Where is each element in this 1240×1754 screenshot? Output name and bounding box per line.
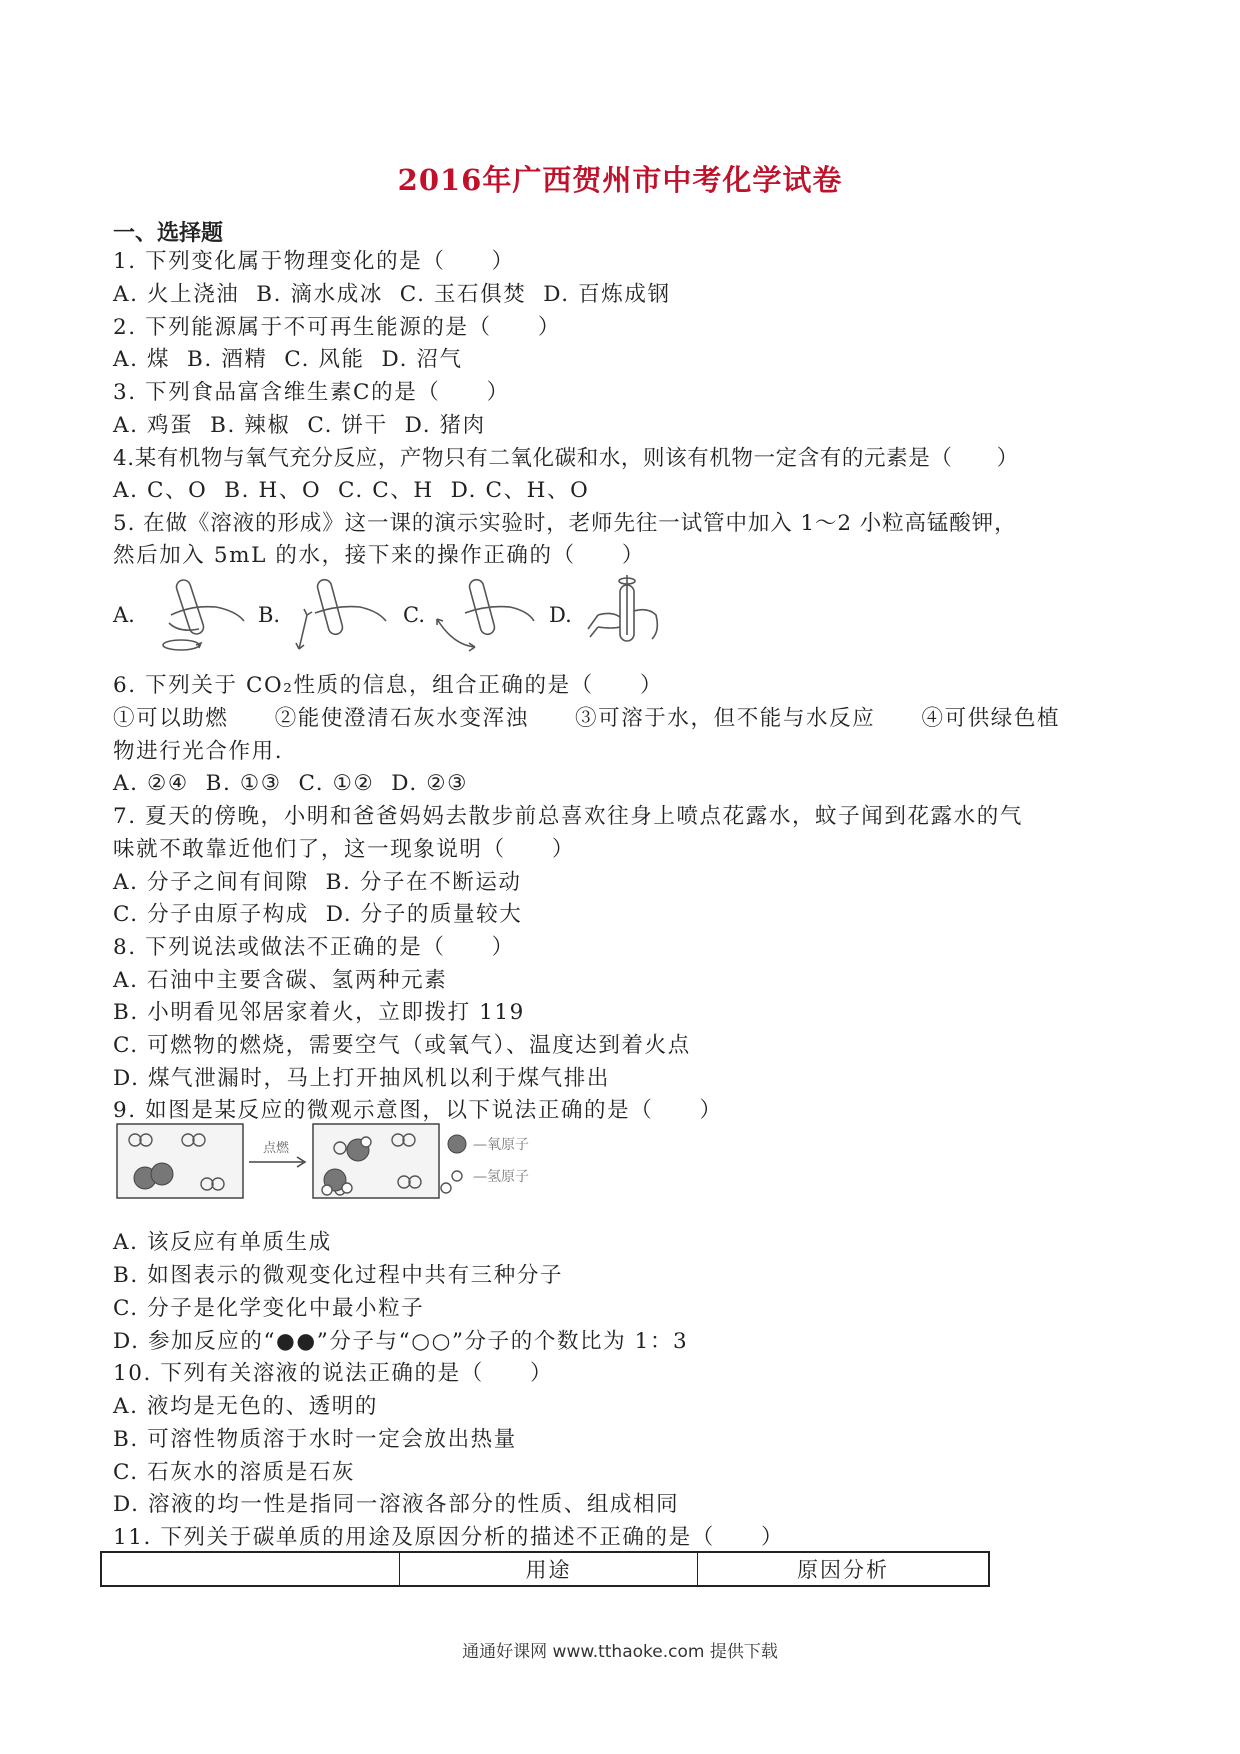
question-line: A. 鸡蛋 B. 辣椒 C. 饼干 D. 猪肉 bbox=[113, 413, 486, 438]
question-line: D. 煤气泄漏时，马上打开抽风机以利于煤气排出 bbox=[113, 1066, 610, 1091]
question-line: B. 可溶性物质溶于水时一定会放出热量 bbox=[113, 1427, 517, 1452]
table-header-cell: 原因分析 bbox=[797, 1558, 889, 1582]
question-line: 1. 下列变化属于物理变化的是（ ） bbox=[113, 249, 515, 274]
option-label: C. bbox=[403, 603, 425, 627]
question-line: 物进行光合作用. bbox=[113, 739, 284, 764]
test-tube-shake-b-figure bbox=[285, 575, 390, 655]
question-line: A. ②④ B. ①③ C. ①② D. ②③ bbox=[113, 771, 468, 796]
question-line: 味就不敢靠近他们了，这一现象说明（ ） bbox=[113, 837, 576, 862]
q5-option-figures bbox=[113, 575, 713, 655]
legend-hydrogen: —氢原子 bbox=[473, 1169, 529, 1185]
option-label: D. bbox=[549, 603, 572, 627]
question-line: A. 火上浇油 B. 滴水成冰 C. 玉石俱焚 D. 百炼成钢 bbox=[113, 282, 671, 307]
question-line: 4.某有机物与氧气充分反应，产物只有二氧化碳和水，则该有机物一定含有的元素是（ ） bbox=[113, 446, 1019, 471]
question-line: 5. 在做《溶液的形成》这一课的演示实验时，老师先往一试管中加入 1～2 小粒高锰酸钾， bbox=[113, 511, 1017, 536]
question-line: ①可以助燃 ②能使澄清石灰水变浑浊 ③可溶于水，但不能与水反应 ④可供绿色植 bbox=[113, 706, 1061, 731]
reaction-micro-diagram bbox=[115, 1120, 575, 1210]
question-line: C. 分子由原子构成 D. 分子的质量较大 bbox=[113, 902, 523, 927]
page-title: 2016年广西贺州市中考化学试卷 bbox=[397, 163, 843, 197]
question-line: A. C、O B. H、O C. C、H D. C、H、O bbox=[113, 478, 590, 503]
question-line: 8. 下列说法或做法不正确的是（ ） bbox=[113, 935, 515, 960]
question-line: 6. 下列关于 CO₂性质的信息，组合正确的是（ ） bbox=[113, 673, 664, 698]
question-line: C. 分子是化学变化中最小粒子 bbox=[113, 1296, 425, 1321]
table-header-cell bbox=[102, 1553, 400, 1585]
question-line: D. 溶液的均一性是指同一溶液各部分的性质、组成相同 bbox=[113, 1492, 680, 1517]
question-line: 10. 下列有关溶液的说法正确的是（ ） bbox=[113, 1361, 554, 1386]
legend-oxygen: —氧原子 bbox=[473, 1137, 529, 1153]
question-line: A. 分子之间有间隙 B. 分子在不断运动 bbox=[113, 870, 522, 895]
option-label: A. bbox=[113, 603, 135, 627]
question-line: C. 可燃物的燃烧，需要空气（或氧气）、温度达到着火点 bbox=[113, 1033, 691, 1058]
question-line: D. 参加反应的“●●”分子与“○○”分子的个数比为 1：3 bbox=[113, 1329, 689, 1354]
question-line: 2. 下列能源属于不可再生能源的是（ ） bbox=[113, 315, 561, 340]
test-tube-shake-c-figure bbox=[431, 575, 536, 655]
question-line: C. 石灰水的溶质是石灰 bbox=[113, 1460, 356, 1485]
question-line: 11. 下列关于碳单质的用途及原因分析的描述不正确的是（ ） bbox=[113, 1525, 785, 1550]
footer-credit: 通通好课网 www.tthaoke.com 提供下载 bbox=[462, 1642, 778, 1662]
option-label: B. bbox=[258, 603, 281, 627]
test-tube-shake-a-figure bbox=[141, 575, 246, 655]
test-tube-stir-d-figure bbox=[578, 575, 683, 655]
arrow-label: 点燃 bbox=[263, 1141, 290, 1156]
question-line: 然后加入 5mL 的水，接下来的操作正确的（ ） bbox=[113, 543, 646, 568]
question-line: A. 该反应有单质生成 bbox=[113, 1230, 332, 1255]
question-line: 3. 下列食品富含维生素C的是（ ） bbox=[113, 380, 510, 405]
question-line: A. 煤 B. 酒精 C. 风能 D. 沼气 bbox=[113, 347, 463, 372]
question-line: B. 如图表示的微观变化过程中共有三种分子 bbox=[113, 1263, 564, 1288]
question-line: B. 小明看见邻居家着火，立即拨打 119 bbox=[113, 1000, 525, 1025]
question-line: 7. 夏天的傍晚，小明和爸爸妈妈去散步前总喜欢往身上喷点花露水，蚊子闻到花露水的气 bbox=[113, 804, 1023, 829]
question-line: A. 石油中主要含碳、氢两种元素 bbox=[113, 968, 448, 993]
table-header-cell: 用途 bbox=[400, 1553, 698, 1585]
question-line: 9. 如图是某反应的微观示意图，以下说法正确的是（ ） bbox=[113, 1098, 723, 1123]
section-heading: 一、选择题 bbox=[113, 220, 224, 246]
question-line: A. 液均是无色的、透明的 bbox=[113, 1394, 378, 1419]
answer-table-header bbox=[100, 1551, 990, 1587]
